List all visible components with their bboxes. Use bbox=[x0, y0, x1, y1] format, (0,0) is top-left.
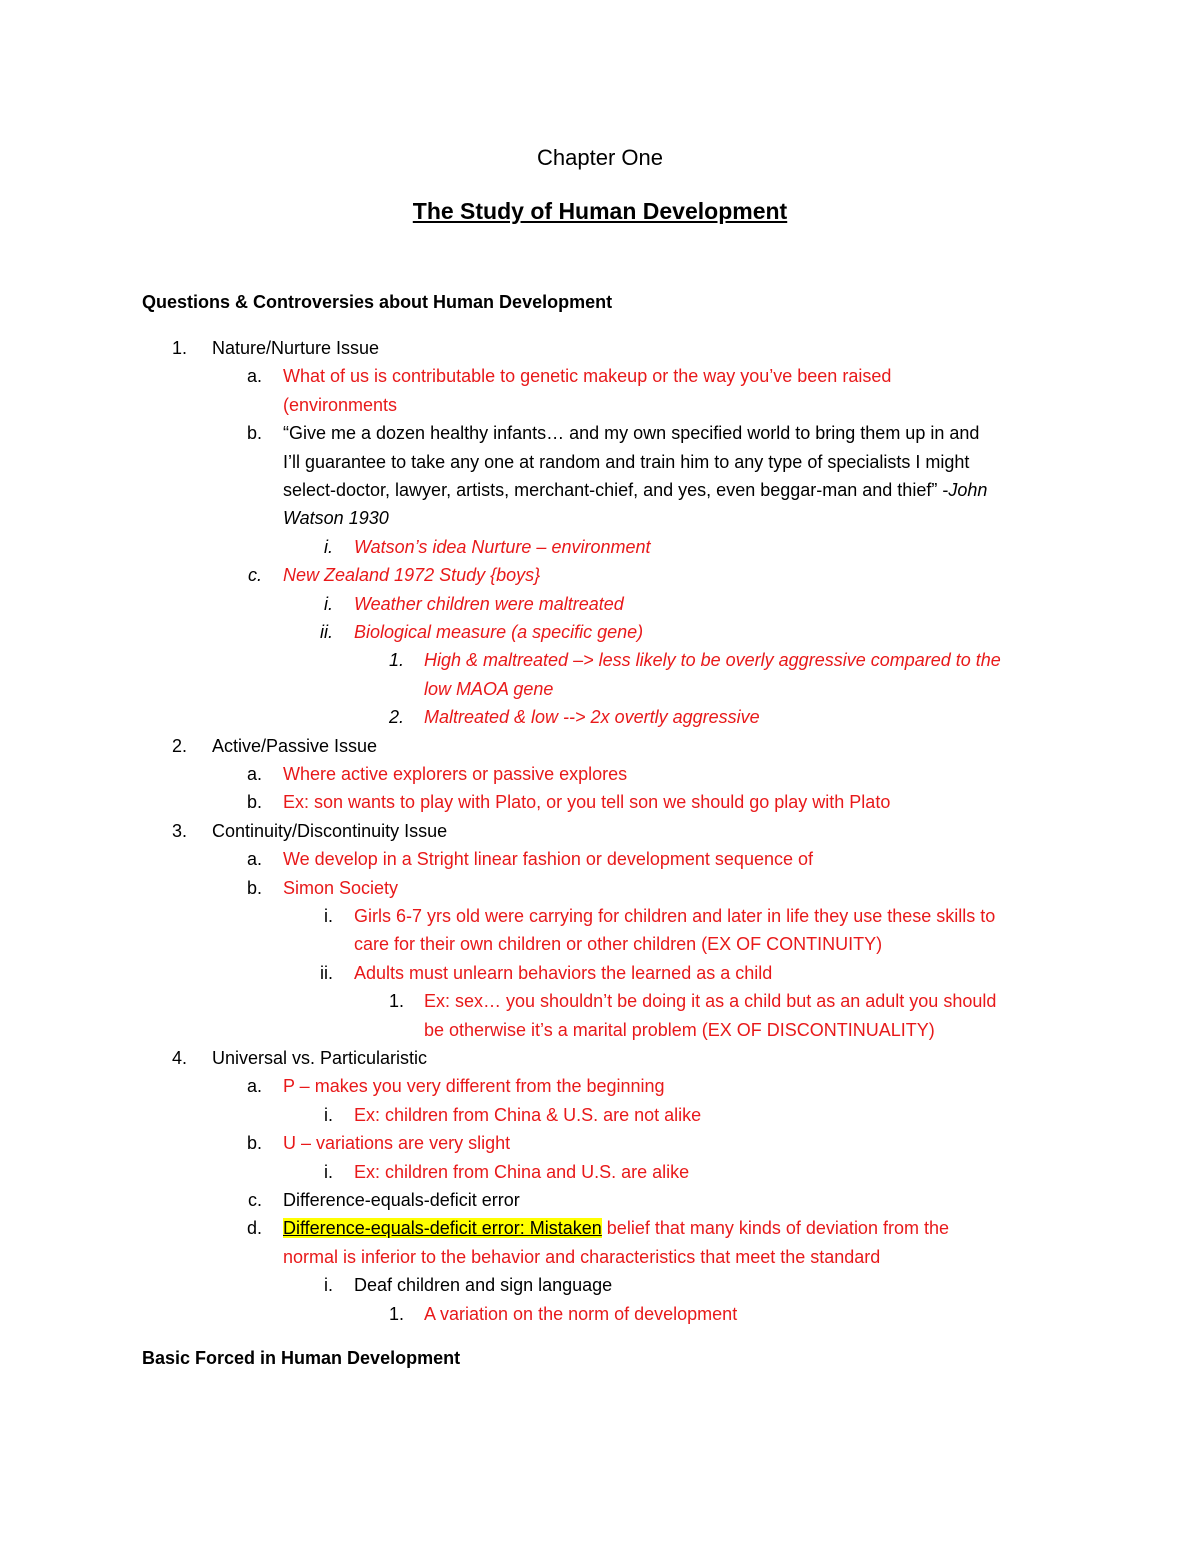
list-marker: 1. bbox=[388, 650, 404, 670]
line-text: normal is inferior to the behavior and characteristics that meet the standard bbox=[283, 1247, 881, 1267]
list-item-text bbox=[354, 1271, 612, 1299]
outline-line bbox=[0, 703, 1200, 731]
list-marker: 4. bbox=[171, 1048, 187, 1068]
line-text: New Zealand 1972 Study {boys} bbox=[283, 565, 541, 585]
outline-line bbox=[0, 561, 1200, 589]
outline-line bbox=[0, 1214, 1200, 1242]
outline-line bbox=[0, 760, 1200, 788]
line-text: Girls 6-7 yrs old were carrying for children and later in life they use these skills to bbox=[354, 906, 996, 926]
outline-line bbox=[0, 334, 1200, 362]
list-marker: b. bbox=[246, 878, 262, 898]
list-marker: 2. bbox=[171, 736, 187, 756]
list-item-text bbox=[283, 1072, 665, 1100]
outline-line bbox=[0, 533, 1200, 561]
list-item-text bbox=[424, 675, 553, 703]
list-marker: i. bbox=[324, 537, 333, 557]
outline-line bbox=[0, 1044, 1200, 1072]
list-item-text bbox=[283, 391, 397, 419]
list-item-text bbox=[354, 1101, 701, 1129]
line-text: I’ll guarantee to take any one at random and train him to any type of specialists I might bbox=[283, 452, 970, 472]
list-marker: ii. bbox=[320, 963, 333, 983]
outline-line bbox=[0, 1072, 1200, 1100]
list-marker: 2. bbox=[388, 707, 404, 727]
list-item-text bbox=[283, 874, 398, 902]
list-item-text bbox=[283, 561, 540, 589]
outline-line bbox=[0, 930, 1200, 958]
list-marker: i. bbox=[324, 1162, 333, 1182]
list-item-text bbox=[283, 419, 979, 447]
outline-line bbox=[0, 788, 1200, 816]
outline-line bbox=[0, 504, 1200, 532]
line-text: Biological measure (a specific gene) bbox=[354, 622, 644, 642]
line-text: Watson’s idea Nurture – environment bbox=[354, 537, 651, 557]
page-title: The Study of Human Development bbox=[412, 198, 788, 224]
list-item-text bbox=[424, 1300, 737, 1328]
line-text: Difference-equals-deficit error bbox=[283, 1190, 520, 1210]
list-marker: d. bbox=[246, 1218, 262, 1238]
list-item-text bbox=[212, 334, 379, 362]
outline-line bbox=[0, 448, 1200, 476]
highlighted-definition: Difference-equals-deficit error: Mistaken bbox=[283, 1218, 602, 1238]
list-item-text bbox=[283, 1214, 949, 1242]
line-text: Universal vs. Particularistic bbox=[212, 1048, 428, 1068]
list-marker: a. bbox=[246, 1076, 262, 1096]
list-marker: i. bbox=[324, 594, 333, 614]
outline-line bbox=[0, 902, 1200, 930]
list-item-text bbox=[212, 732, 377, 760]
outline-line bbox=[0, 1300, 1200, 1328]
outline-line bbox=[0, 959, 1200, 987]
line-text: Where active explorers or passive explores bbox=[283, 764, 628, 784]
outline-line bbox=[0, 1186, 1200, 1214]
section-heading-basic-forces: Basic Forced in Human Development bbox=[142, 1348, 461, 1368]
list-marker: c. bbox=[247, 565, 262, 585]
line-text: “Give me a dozen healthy infants… and my own specified world to bring them up in and bbox=[283, 423, 980, 443]
list-marker: 3. bbox=[171, 821, 187, 841]
line-text: Adults must unlearn behaviors the learned as a child bbox=[354, 963, 773, 983]
outline-line bbox=[0, 817, 1200, 845]
line-text: P – makes you very different from the beginning bbox=[283, 1076, 665, 1096]
list-item-text bbox=[424, 1016, 935, 1044]
list-marker: 1. bbox=[171, 338, 187, 358]
line-text: Deaf children and sign language bbox=[354, 1275, 613, 1295]
line-text: Continuity/Discontinuity Issue bbox=[212, 821, 448, 841]
list-item-text bbox=[424, 987, 996, 1015]
line-text: Ex: children from China & U.S. are not alike bbox=[354, 1105, 702, 1125]
outline-line bbox=[0, 1271, 1200, 1299]
section-heading-questions: Questions & Controversies about Human Development bbox=[142, 292, 613, 312]
list-item-text bbox=[283, 788, 890, 816]
outline-line bbox=[0, 362, 1200, 390]
outline-line bbox=[0, 391, 1200, 419]
list-item-text bbox=[354, 590, 624, 618]
list-item-text bbox=[283, 504, 389, 532]
list-item-text bbox=[354, 618, 643, 646]
list-marker: a. bbox=[246, 366, 262, 386]
line-text: Ex: children from China and U.S. are alike bbox=[354, 1162, 690, 1182]
list-item-text bbox=[354, 959, 772, 987]
line-text: be otherwise it’s a marital problem (EX OF DISCONTINUALITY) bbox=[424, 1020, 935, 1040]
list-marker: a. bbox=[246, 849, 262, 869]
line-text: Maltreated & low --> 2x overtly aggressive bbox=[424, 707, 760, 727]
list-item-text bbox=[212, 1044, 427, 1072]
list-item-text bbox=[283, 845, 813, 873]
citation-author: John bbox=[948, 480, 988, 500]
list-marker: ii. bbox=[320, 622, 333, 642]
line-text: We develop in a Stright linear fashion or development sequence of bbox=[283, 849, 813, 869]
line-text: Active/Passive Issue bbox=[212, 736, 378, 756]
chapter-label: Chapter One bbox=[537, 145, 663, 170]
list-item-text bbox=[283, 1243, 880, 1271]
line-text: Watson 1930 bbox=[283, 508, 389, 528]
list-item-text bbox=[283, 1129, 510, 1157]
outline-line bbox=[0, 419, 1200, 447]
list-item-text bbox=[283, 362, 891, 390]
list-item-text bbox=[283, 760, 627, 788]
outline-line bbox=[0, 675, 1200, 703]
list-marker: c. bbox=[247, 1190, 262, 1210]
outline-line bbox=[0, 646, 1200, 674]
outline-line bbox=[0, 1158, 1200, 1186]
outline-line bbox=[0, 590, 1200, 618]
outline-line bbox=[0, 618, 1200, 646]
outline-line bbox=[0, 1016, 1200, 1044]
list-item-text bbox=[283, 448, 969, 476]
list-marker: 1. bbox=[388, 1304, 404, 1324]
outline-line bbox=[0, 845, 1200, 873]
list-marker: b. bbox=[246, 1133, 262, 1153]
outline-line bbox=[0, 987, 1200, 1015]
list-item-text bbox=[354, 902, 995, 930]
list-item-text bbox=[283, 1186, 520, 1214]
line-text: Simon Society bbox=[283, 878, 399, 898]
line-text: Ex: son wants to play with Plato, or you tell son we should go play with Plato bbox=[283, 792, 891, 812]
list-marker: b. bbox=[246, 792, 262, 812]
list-item-text bbox=[354, 533, 651, 561]
line-text: Ex: sex… you shouldn’t be doing it as a child but as an adult you should bbox=[424, 991, 997, 1011]
outline-line bbox=[0, 874, 1200, 902]
line-text: low MAOA gene bbox=[424, 679, 554, 699]
list-item-text bbox=[424, 703, 760, 731]
line-text: care for their own children or other children (EX OF CONTINUITY) bbox=[354, 934, 883, 954]
line-text: A variation on the norm of development bbox=[424, 1304, 738, 1324]
line-text: High & maltreated –> less likely to be overly aggressive compared to the bbox=[424, 650, 1001, 670]
list-marker: i. bbox=[324, 906, 333, 926]
outline-line bbox=[0, 1101, 1200, 1129]
list-item-text bbox=[424, 646, 1001, 674]
line-text: select-doctor, lawyer, artists, merchant-chief, and yes, even beggar-man and thief” - bbox=[283, 480, 949, 500]
line-text: belief that many kinds of deviation from the bbox=[601, 1218, 949, 1238]
outline-line bbox=[0, 476, 1200, 504]
outline-line bbox=[0, 1243, 1200, 1271]
outline-line bbox=[0, 1129, 1200, 1157]
list-marker: a. bbox=[246, 764, 262, 784]
list-item-text bbox=[283, 476, 987, 504]
list-marker: b. bbox=[246, 423, 262, 443]
line-text: (environments bbox=[283, 395, 398, 415]
list-item-text bbox=[212, 817, 447, 845]
list-item-text bbox=[354, 930, 882, 958]
line-text: U – variations are very slight bbox=[283, 1133, 511, 1153]
list-item-text bbox=[354, 1158, 689, 1186]
outline-line bbox=[0, 732, 1200, 760]
list-marker: i. bbox=[324, 1105, 333, 1125]
list-marker: i. bbox=[324, 1275, 333, 1295]
line-text: Nature/Nurture Issue bbox=[212, 338, 380, 358]
list-marker: 1. bbox=[388, 991, 404, 1011]
line-text: What of us is contributable to genetic makeup or the way you’ve been raised bbox=[283, 366, 892, 386]
line-text: Weather children were maltreated bbox=[354, 594, 624, 614]
